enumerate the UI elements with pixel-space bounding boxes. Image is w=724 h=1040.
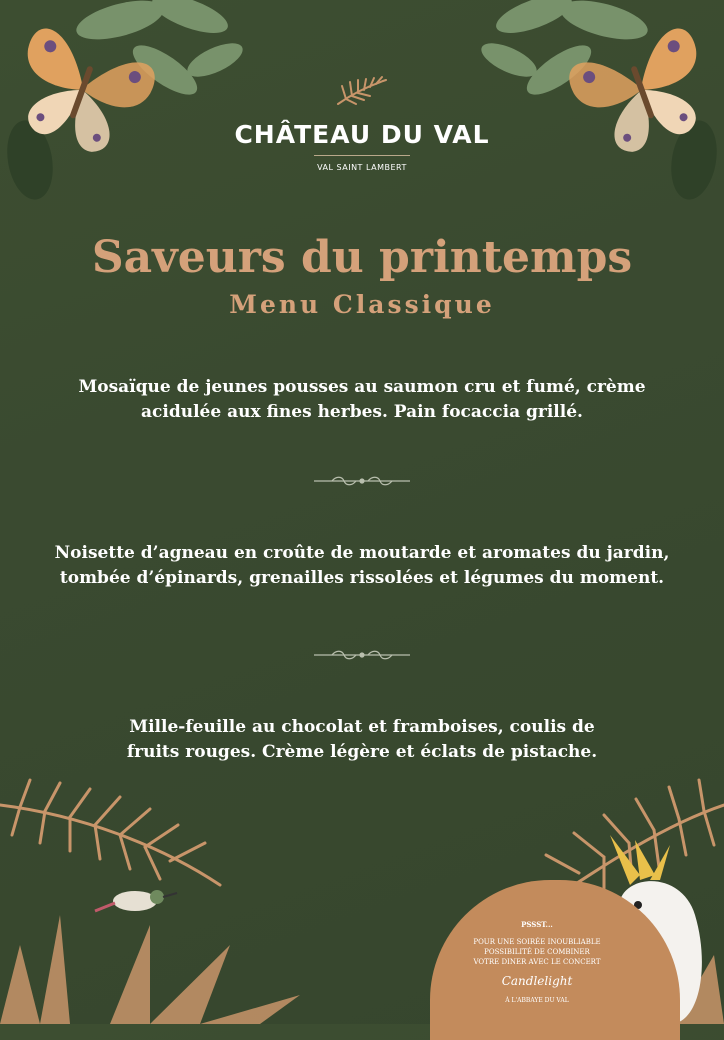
- promo-heading: PSSST...: [521, 920, 553, 929]
- course-line: acidulée aux fines herbes. Pain focaccia grillé.: [141, 402, 583, 422]
- bottom-left-palms: [0, 775, 320, 1024]
- course-starter: [40, 375, 684, 425]
- course-line: Mille-feuille au chocolat et framboises, coulis de: [129, 717, 595, 737]
- course-main: [40, 541, 684, 591]
- course-line: fruits rouges. Crème légère et éclats de pistache.: [126, 742, 598, 762]
- promo-line: POUR UNE SOIRÉE INOUBLIABLE: [473, 938, 601, 946]
- ornament-divider-icon: [312, 649, 412, 661]
- brand-divider: [314, 155, 410, 156]
- brand-subtitle: VAL SAINT LAMBERT: [317, 163, 407, 172]
- course-line: tombée d’épinards, grenailles rissolées et légumes du moment.: [59, 568, 665, 588]
- course-line: Mosaïque de jeunes pousses au saumon cru et fumé, crème: [78, 377, 646, 397]
- promo-line: VOTRE DINER AVEC LE CONCERT: [473, 958, 601, 966]
- promo-location: À L'ABBAYE DU VAL: [505, 997, 569, 1004]
- promo-event: Candlelight: [501, 974, 573, 988]
- course-dessert: [40, 715, 684, 765]
- brand-name: CHÂTEAU DU VAL: [234, 120, 490, 149]
- menu-subtitle: Menu Classique: [229, 290, 495, 319]
- ornament-divider-icon: [312, 475, 412, 487]
- menu-title: Saveurs du printemps: [91, 232, 633, 283]
- promo-line: POSSIBILITÉ DE COMBINER: [484, 948, 590, 956]
- brand-block: [0, 74, 724, 172]
- palm-leaf-icon: [332, 74, 392, 108]
- course-line: Noisette d’agneau en croûte de moutarde et aromates du jardin,: [54, 543, 670, 563]
